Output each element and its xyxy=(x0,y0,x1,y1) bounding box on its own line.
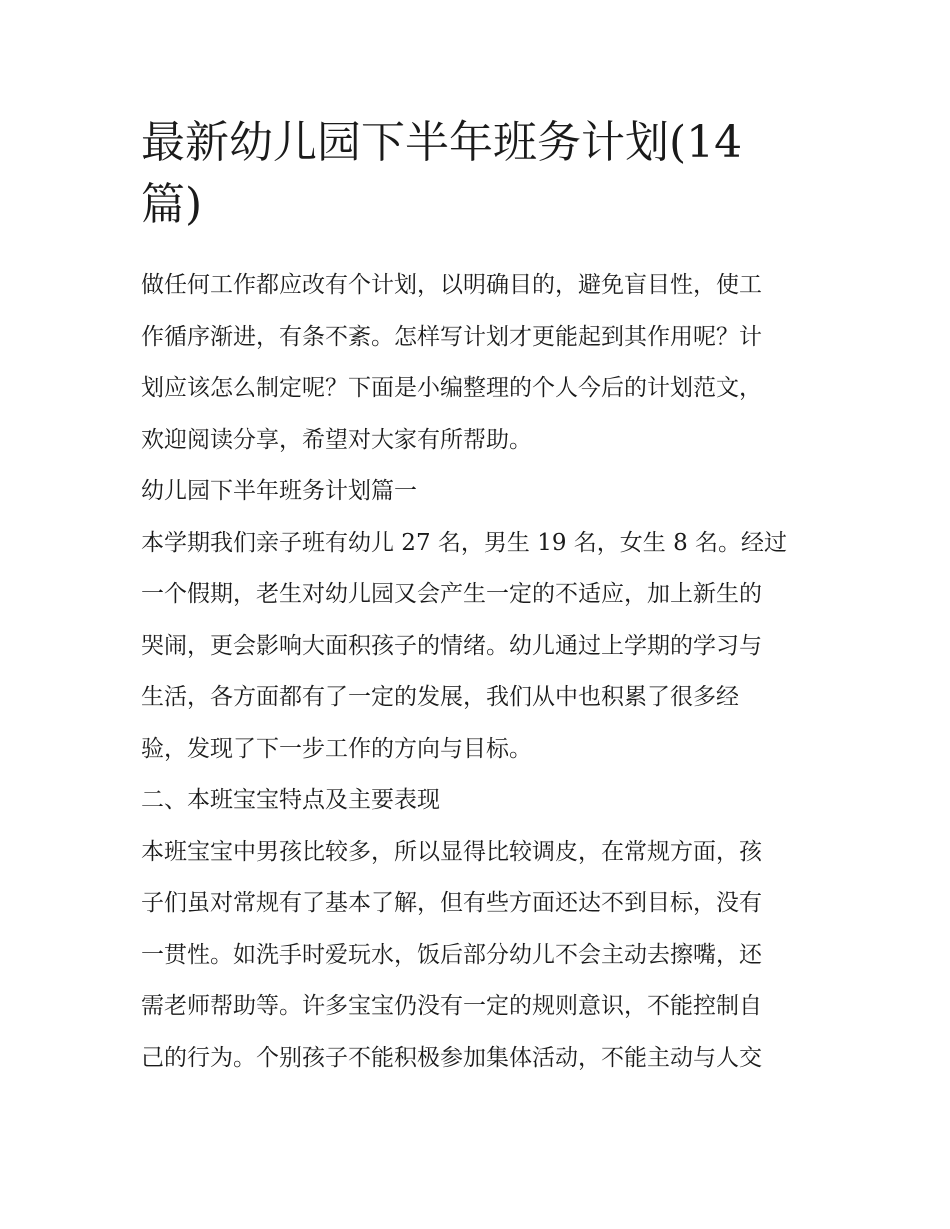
text-line: 作循序渐进，有条不紊。怎样写计划才更能起到其作用呢？计 xyxy=(141,323,762,350)
section-heading-1 xyxy=(141,466,813,518)
text-line: 划应该怎么制定呢？下面是小编整理的个人今后的计划范文， xyxy=(141,375,762,401)
section-heading-2 xyxy=(141,775,813,827)
text-line: 子们虽对常规有了基本了解，但有些方面还达不到目标，没有 xyxy=(141,890,762,916)
text-line: 做任何工作都应改有个计划，以明确目的，避免盲目性，使工 xyxy=(141,272,762,298)
characteristics-paragraph xyxy=(141,827,813,1085)
intro-paragraph xyxy=(141,260,813,466)
title-line: 篇) xyxy=(141,179,203,230)
text-line: 一个假期，老生对幼儿园又会产生一定的不适应，加上新生的 xyxy=(141,581,762,607)
text-line: 己的行为。个别孩子不能积极参加集体活动，不能主动与人交 xyxy=(141,1044,762,1071)
text-line: 本学期我们亲子班有幼儿 27 名，男生 19 名，女生 8 名。经过 xyxy=(141,529,788,556)
document-body xyxy=(141,112,813,1084)
text-line: 验，发现了下一步工作的方向与目标。 xyxy=(141,735,532,762)
text-line: 欢迎阅读分享，希望对大家有所帮助。 xyxy=(141,426,532,453)
text-line: 一贯性。如洗手时爱玩水，饭后部分幼儿不会主动去擦嘴，还 xyxy=(141,941,762,968)
text-line: 哭闹，更会影响大面积孩子的情绪。幼儿通过上学期的学习与 xyxy=(141,632,762,659)
document-title xyxy=(141,112,813,236)
text-line: 生活，各方面都有了一定的发展，我们从中也积累了很多经 xyxy=(141,684,739,710)
class-overview-paragraph xyxy=(141,518,813,776)
text-line: 二、本班宝宝特点及主要表现 xyxy=(141,787,440,813)
text-line: 需老师帮助等。许多宝宝仍没有一定的规则意识，不能控制自 xyxy=(141,993,762,1019)
title-line: 最新幼儿园下半年班务计划(14 xyxy=(141,117,743,168)
text-line: 幼儿园下半年班务计划篇一 xyxy=(141,478,417,504)
text-line: 本班宝宝中男孩比较多，所以显得比较调皮，在常规方面，孩 xyxy=(141,838,762,865)
